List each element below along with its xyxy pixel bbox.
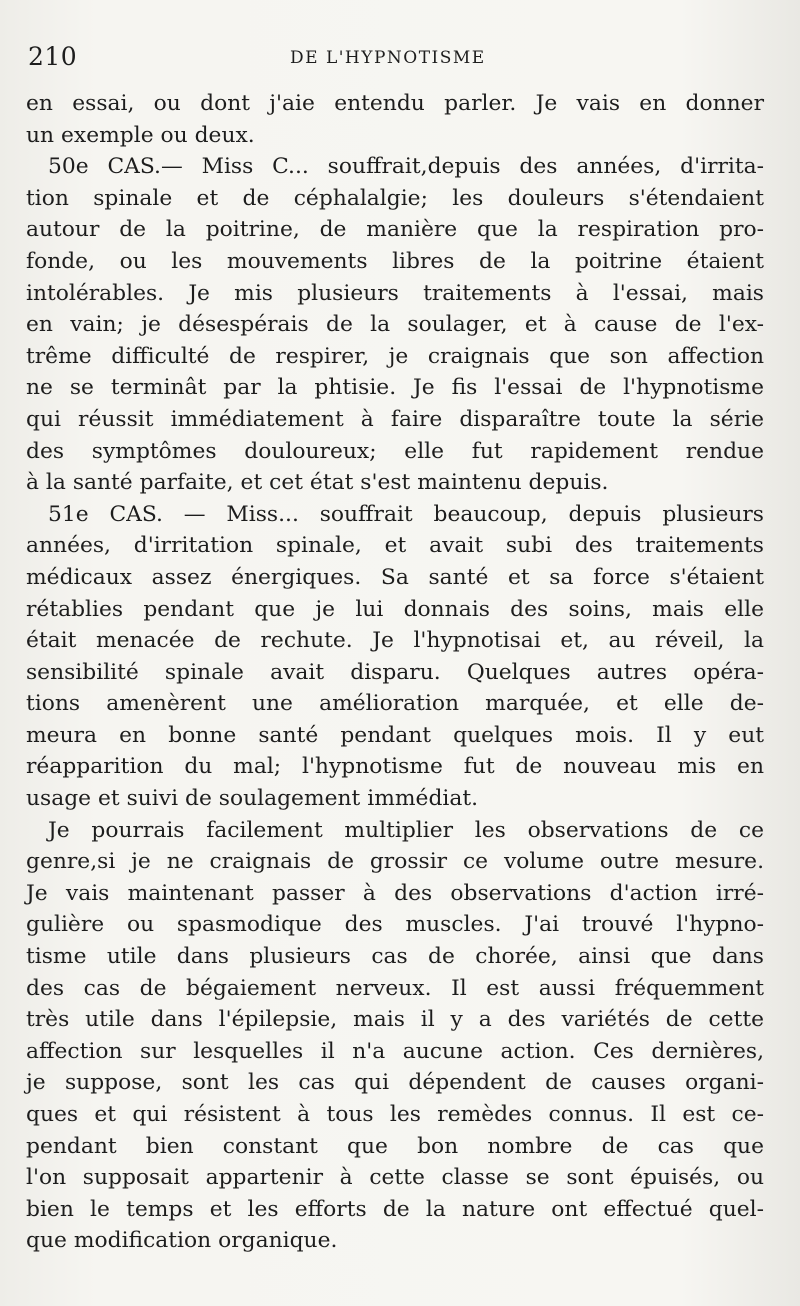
text-line: gulière ou spasmodique des muscles. J'ai trouvé l'hypno- bbox=[26, 912, 764, 938]
text-line: genre,si je ne craignais de grossir ce volume outre mesure. bbox=[26, 849, 764, 875]
text-line: usage et suivi de soulagement immédiat. bbox=[26, 786, 479, 812]
text-line: en vain; je désespérais de la soulager, et à cause de l'ex- bbox=[26, 312, 764, 338]
text-line: trême difficulté de respirer, je craignais que son affection bbox=[26, 343, 764, 369]
text-line: ques et qui résistent à tous les remèdes connus. Il est ce- bbox=[26, 1102, 764, 1127]
text-line: qui réussit immédiatement à faire disparaître toute la série bbox=[26, 406, 764, 432]
text-line: à la santé parfaite, et cet état s'est maintenu depuis. bbox=[26, 470, 609, 496]
text-line: pendant bien constant que bon nombre de cas que bbox=[26, 1133, 764, 1159]
page-header bbox=[0, 42, 800, 76]
running-title: DE L'HYPNOTISME bbox=[290, 48, 486, 68]
text-line: fonde, ou les mouvements libres de la poitrine étaient bbox=[26, 248, 764, 274]
text-line: tion spinale et de céphalalgie; les douleurs s'étendaient bbox=[26, 185, 764, 211]
text-line: autour de la poitrine, de manière que la respiration pro- bbox=[26, 217, 764, 243]
text-line: tions amenèrent une amélioration marquée, et elle de- bbox=[26, 691, 764, 717]
text-line: que modification organique. bbox=[26, 1228, 338, 1254]
page-number: 210 bbox=[28, 42, 78, 71]
text-line: Je pourrais facilement multiplier les observations de ce bbox=[48, 817, 764, 843]
text-line: Je vais maintenant passer à des observations d'action irré- bbox=[26, 880, 764, 906]
text-line: ne se terminât par la phtisie. Je fis l'essai de l'hypnotisme bbox=[26, 375, 764, 401]
text-line: l'on supposait appartenir à cette classe se sont épuisés, ou bbox=[26, 1165, 764, 1191]
text-line: en essai, ou dont j'aie entendu parler. Je vais en donner bbox=[26, 91, 764, 116]
text-line: je suppose, sont les cas qui dépendent de causes organi- bbox=[26, 1070, 764, 1096]
text-line: rétablies pendant que je lui donnais des soins, mais elle bbox=[26, 596, 764, 622]
text-line: médicaux assez énergiques. Sa santé et sa force s'étaient bbox=[26, 564, 764, 590]
text-line: 50e CAS.— Miss C... souffrait,depuis des années, d'irrita- bbox=[48, 154, 764, 180]
text-line: affection sur lesquelles il n'a aucune action. Ces dernières, bbox=[26, 1038, 764, 1064]
text-line: très utile dans l'épilepsie, mais il y a des variétés de cette bbox=[26, 1007, 764, 1033]
text-line: un exemple ou deux. bbox=[26, 122, 255, 148]
text-line: années, d'irritation spinale, et avait subi des traitements bbox=[26, 533, 764, 559]
text-line: 51e CAS. — Miss... souffrait beaucoup, depuis plusieurs bbox=[48, 501, 764, 527]
text-line: meura en bonne santé pendant quelques mois. Il y eut bbox=[26, 722, 764, 748]
text-line: intolérables. Je mis plusieurs traitements à l'essai, mais bbox=[26, 280, 764, 306]
text-line: des cas de bégaiement nerveux. Il est aussi fréquemment bbox=[26, 975, 764, 1001]
text-line: réapparition du mal; l'hypnotisme fut de nouveau mis en bbox=[26, 754, 764, 780]
text-line: des symptômes douloureux; elle fut rapidement rendue bbox=[26, 438, 764, 464]
text-line: était menacée de rechute. Je l'hypnotisai et, au réveil, la bbox=[26, 628, 764, 654]
body-text bbox=[26, 88, 764, 1257]
text-line: sensibilité spinale avait disparu. Quelques autres opéra- bbox=[26, 659, 764, 685]
text-line: bien le temps et les efforts de la nature ont effectué quel- bbox=[26, 1196, 764, 1222]
text-line: tisme utile dans plusieurs cas de chorée, ainsi que dans bbox=[26, 944, 764, 970]
